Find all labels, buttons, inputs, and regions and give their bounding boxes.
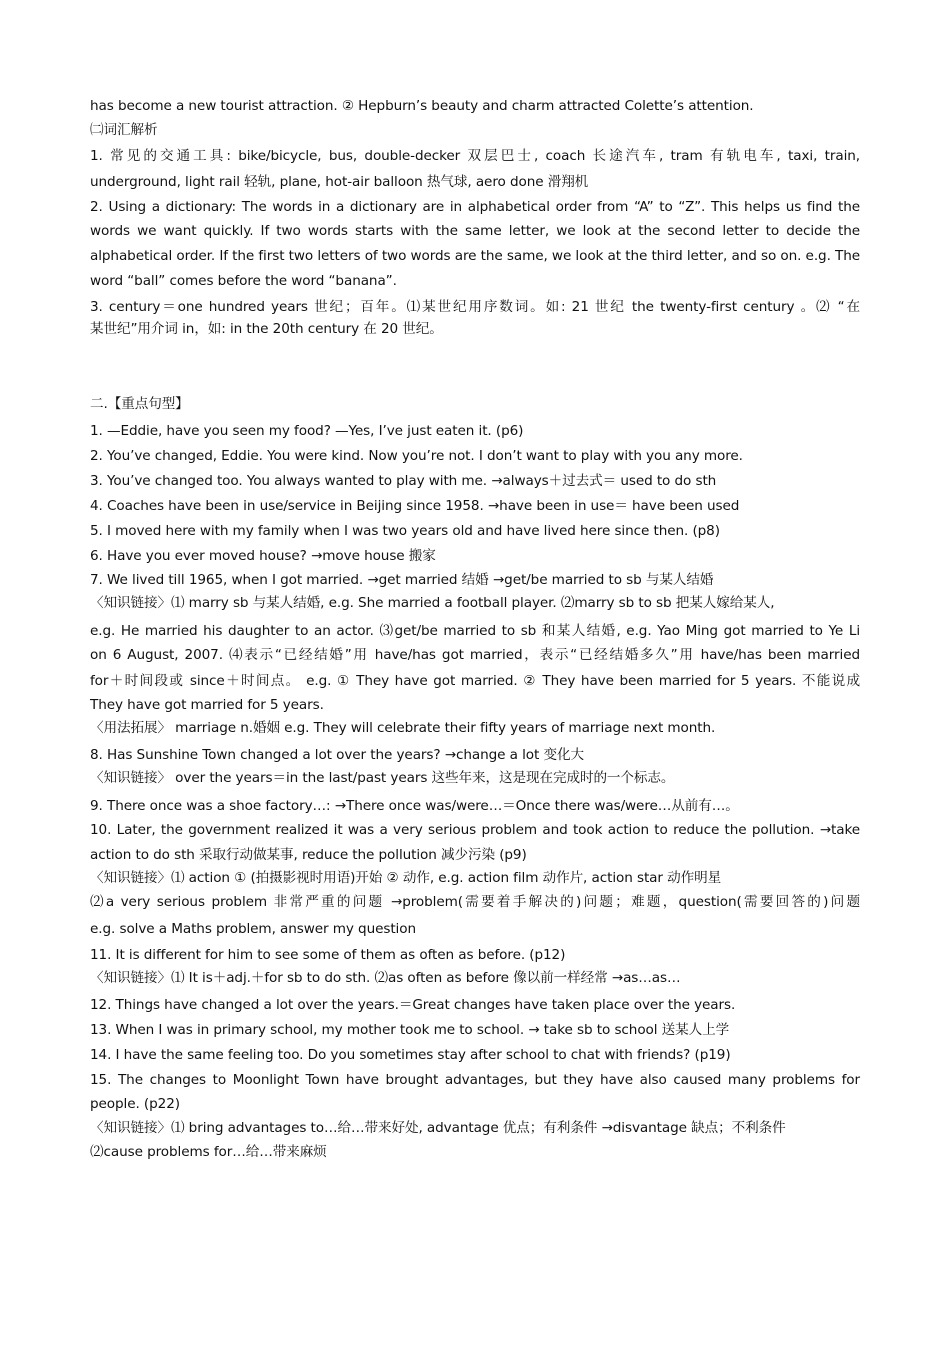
text-line: people. (p22): [90, 1096, 180, 1112]
text-line: They have got married for 5 years.: [90, 697, 324, 713]
text-line: 3. You’ve changed too. You always wanted to play with me. →always＋过去式＝ used to do sth: [90, 473, 717, 489]
text-line: ⑵a very serious problem 非常严重的问题 →problem(需要着手解决的)问题；难题，question(需要回答的)问题: [90, 894, 860, 910]
text-line: on 6 August, 2007. ⑷表示“已经结婚”用 have/has got married，表示“已经结婚多久”用 have/has been married: [90, 647, 860, 663]
text-line: 〈用法拓展〉 marriage n.婚姻 e.g. They will celebrate their fifty years of marriage next month.: [90, 720, 716, 736]
text-line: 1. 常见的交通工具: bike/bicycle, bus, double-decker 双层巴士, coach 长途汽车, tram 有轨电车, taxi, train,: [90, 148, 860, 164]
text-line: 〈知识链接〉⑴ bring advantages to…给…带来好处, advantage 优点；有利条件 →disvantage 缺点；不利条件: [90, 1120, 786, 1136]
text-line: e.g. He married his daughter to an actor. ⑶get/be married to sb 和某人结婚, e.g. Yao Ming got married to Ye Li: [90, 623, 860, 639]
text-line: 13. When I was in primary school, my mother took me to school. → take sb to school 送某人上学: [90, 1022, 730, 1038]
text-line: e.g. solve a Maths problem, answer my question: [90, 921, 416, 937]
text-line: 〈知识链接〉⑴ It is＋adj.＋for sb to do sth. ⑵as often as before 像以前一样经常 →as…as…: [90, 970, 681, 986]
text-line: 2. You’ve changed, Eddie. You were kind. Now you’re not. I don’t want to play with you any more.: [90, 448, 743, 464]
text-line: 10. Later, the government realized it was a very serious problem and took action to reduce the pollution. →take: [90, 822, 860, 838]
text-line: alphabetical order. If the first two letters of two words are the same, we look at the third letter, and so on. e.g. The: [90, 248, 860, 264]
text-line: 〈知识链接〉⑴ action ① (拍摄影视时用语)开始 ② 动作, e.g. action film 动作片, action star 动作明星: [90, 870, 722, 886]
section-heading: ㈡词汇解析: [90, 122, 158, 138]
text-line: 7. We lived till 1965, when I got married. →get married 结婚 →get/be married to sb 与某人结婚: [90, 572, 714, 588]
text-line: 5. I moved here with my family when I was two years old and have lived here since then. (p8): [90, 523, 720, 539]
text-line: 4. Coaches have been in use/service in Beijing since 1958. →have been in use＝ have been used: [90, 498, 740, 514]
text-line: 8. Has Sunshine Town changed a lot over the years? →change a lot 变化大: [90, 747, 584, 763]
text-line: 12. Things have changed a lot over the years.＝Great changes have taken place over the years.: [90, 997, 736, 1013]
text-line: for＋时间段或 since＋时间点。 e.g. ① They have got married. ② They have been married for 5 years. 不能说成: [90, 673, 860, 689]
text-line: 〈知识链接〉⑴ marry sb 与某人结婚, e.g. She married a football player. ⑵marry sb to sb 把某人嫁给某人,: [90, 595, 775, 611]
text-line: 〈知识链接〉 over the years＝in the last/past years 这些年来，这是现在完成时的一个标志。: [90, 770, 675, 786]
text-line: 15. The changes to Moonlight Town have brought advantages, but they have also caused many problems for: [90, 1072, 860, 1088]
section-heading: 二.【重点句型】: [90, 396, 189, 412]
text-line: words we want quickly. If two words starts with the same letter, we look at the second letter to decide the: [90, 223, 860, 239]
text-line: ⑵cause problems for…给…带来麻烦: [90, 1144, 327, 1160]
text-line: 1. —Eddie, have you seen my food? —Yes, I’ve just eaten it. (p6): [90, 423, 524, 439]
text-line: 11. It is different for him to see some of them as often as before. (p12): [90, 947, 566, 963]
text-line: 3. century＝one hundred years 世纪；百年。⑴某世纪用序数词。如: 21 世纪 the twenty-first century 。⑵ “在: [90, 299, 860, 315]
text-line: 9. There once was a shoe factory…: →There once was/were…＝Once there was/were…从前有…。: [90, 798, 739, 814]
text-line: 14. I have the same feeling too. Do you sometimes stay after school to chat with friends? (p19): [90, 1047, 731, 1063]
text-line: action to do sth 采取行动做某事, reduce the pollution 减少污染 (p9): [90, 847, 527, 863]
text-line: 某世纪”用介词 in，如: in the 20th century 在 20 世纪。: [90, 321, 443, 337]
text-line: has become a new tourist attraction. ② Hepburn’s beauty and charm attracted Colette’s attention.: [90, 98, 754, 114]
text-line: 2. Using a dictionary: The words in a dictionary are in alphabetical order from “A” to “Z”. This helps us find the: [90, 199, 860, 215]
text-line: 6. Have you ever moved house? →move house 搬家: [90, 548, 436, 564]
text-line: word “ball” comes before the word “banana”.: [90, 273, 397, 289]
text-line: underground, light rail 轻轨, plane, hot-air balloon 热气球, aero done 滑翔机: [90, 174, 589, 190]
